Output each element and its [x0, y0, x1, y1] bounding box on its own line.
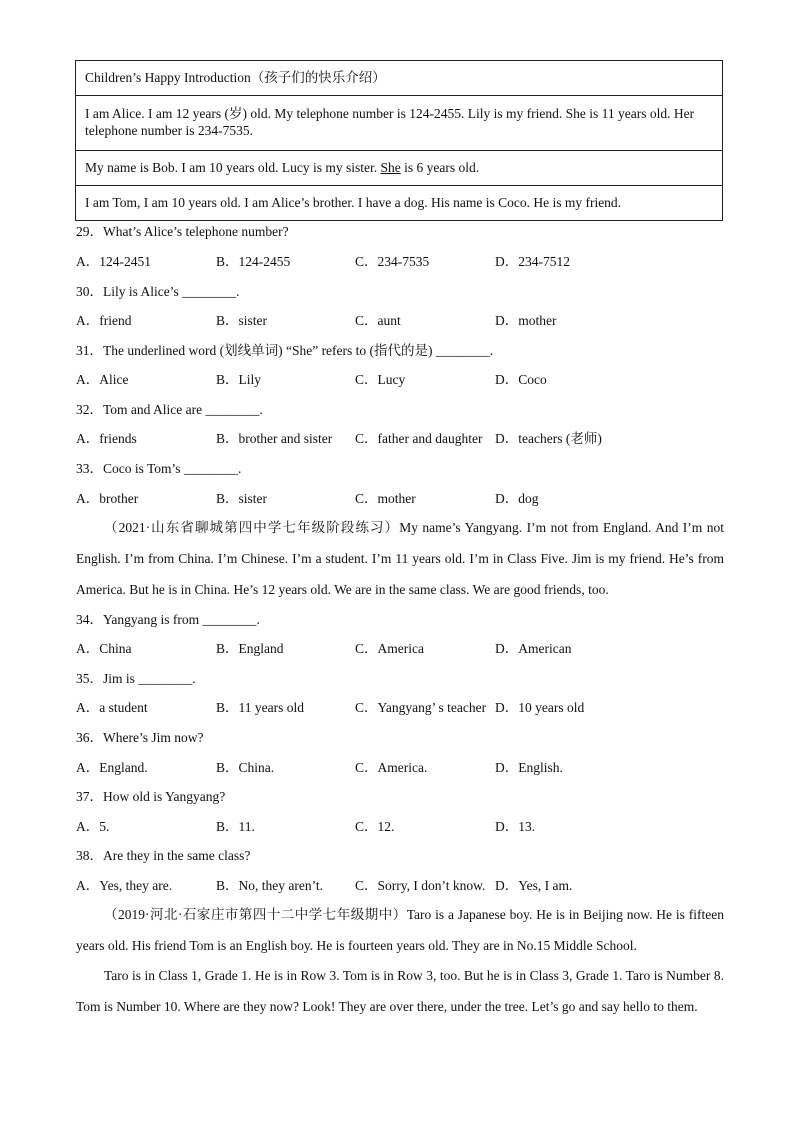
question-29: 29．What’s Alice’s telephone number? [76, 224, 289, 239]
option-c[interactable]: C．father and daughter [355, 431, 483, 446]
question-34: 34．Yangyang is from ________. [76, 612, 260, 627]
reading-passage-3-p1: （2019·河北·石家庄市第四十二中学七年级期中）Taro is a Japanese boy. He is in Beijing now. He is fifteen years old. His friend Tom is an English boy. He is fourteen years old. They are in No.15 Middle School. [76, 907, 724, 953]
option-a[interactable]: A．Yes, they are. [76, 878, 173, 893]
option-c[interactable]: C．234-7535 [355, 254, 430, 269]
option-b[interactable]: B．sister [216, 491, 268, 506]
option-a[interactable]: A．a student [76, 700, 148, 715]
table-title: Children’s Happy Introduction（孩子们的快乐介绍） [85, 70, 386, 85]
question-38: 38．Are they in the same class? [76, 848, 251, 863]
reading-passage-2: （2021·山东省聊城第四中学七年级阶段练习）My name’s Yangyang. I’m not from England. And I’m not English. I’m from China. I’m Chinese. I’m a student. I’m 11 years old. I’m in Class Five. Jim is my friend. He’s from America. But he is in China. He’s 12 years old. We are in the same class. We are good friends, too. [76, 520, 724, 597]
option-a[interactable]: A．Alice [76, 372, 129, 387]
option-a[interactable]: A．friend [76, 313, 132, 328]
option-c[interactable]: C．mother [355, 491, 416, 506]
option-c[interactable]: C．America [355, 641, 424, 656]
option-d[interactable]: D．mother [495, 313, 557, 328]
question-33: 33．Coco is Tom’s ________. [76, 461, 242, 476]
option-b[interactable]: B．brother and sister [216, 431, 333, 446]
question-37: 37．How old is Yangyang? [76, 789, 226, 804]
option-c[interactable]: C．aunt [355, 313, 401, 328]
intro-table [75, 60, 723, 221]
option-a[interactable]: A．brother [76, 491, 139, 506]
option-b[interactable]: B．11. [216, 819, 255, 834]
table-row-tom: I am Tom, I am 10 years old. I am Alice’s brother. I have a dog. His name is Coco. He is my friend. [76, 185, 722, 220]
table-row-alice: I am Alice. I am 12 years (岁) old. My telephone number is 124-2455. Lily is my friend. She is 11 years old. Her telephone number is 234-7535. [76, 95, 722, 150]
option-d[interactable]: D．Yes, I am. [495, 878, 573, 893]
option-d[interactable]: D．10 years old [495, 700, 585, 715]
option-c[interactable]: C．America. [355, 760, 428, 775]
option-a[interactable]: A．China [76, 641, 132, 656]
option-c[interactable]: C．Yangyang’ s teacher [355, 700, 487, 715]
option-c[interactable]: C．Lucy [355, 372, 406, 387]
question-30: 30．Lily is Alice’s ________. [76, 284, 240, 299]
option-a[interactable]: A．5. [76, 819, 110, 834]
option-c[interactable]: C．12. [355, 819, 395, 834]
table-row-bob: My name is Bob. I am 10 years old. Lucy is my sister. She is 6 years old. [76, 150, 722, 185]
question-31: 31．The underlined word (划线单词) “She” refers to (指代的是) ________. [76, 343, 494, 358]
option-d[interactable]: D．234-7512 [495, 254, 570, 269]
option-b[interactable]: B．124-2455 [216, 254, 291, 269]
option-b[interactable]: B．sister [216, 313, 268, 328]
question-32: 32．Tom and Alice are ________. [76, 402, 263, 417]
option-d[interactable]: D．American [495, 641, 572, 656]
option-d[interactable]: D．dog [495, 491, 539, 506]
option-b[interactable]: B．China. [216, 760, 275, 775]
option-d[interactable]: D．English. [495, 760, 563, 775]
question-36: 36．Where’s Jim now? [76, 730, 204, 745]
option-a[interactable]: A．124-2451 [76, 254, 151, 269]
option-d[interactable]: D．teachers (老师) [495, 431, 602, 446]
option-b[interactable]: B．England [216, 641, 284, 656]
option-d[interactable]: D．13. [495, 819, 536, 834]
option-d[interactable]: D．Coco [495, 372, 547, 387]
underlined-she: She [380, 160, 401, 175]
option-b[interactable]: B．No, they aren’t. [216, 878, 323, 893]
option-a[interactable]: A．friends [76, 431, 137, 446]
question-35: 35．Jim is ________. [76, 671, 196, 686]
option-b[interactable]: B．Lily [216, 372, 262, 387]
reading-passage-3-p2: Taro is in Class 1, Grade 1. He is in Row 3. Tom is in Row 3, too. But he is in Class 3, Grade 1. Taro is Number 8. Tom is Number 10. Where are they now? Look! They are over there, under the tree. Let’s go and say hello to them. [76, 968, 724, 1014]
option-a[interactable]: A．England. [76, 760, 148, 775]
option-b[interactable]: B．11 years old [216, 700, 304, 715]
option-c[interactable]: C．Sorry, I don’t know. [355, 878, 486, 893]
